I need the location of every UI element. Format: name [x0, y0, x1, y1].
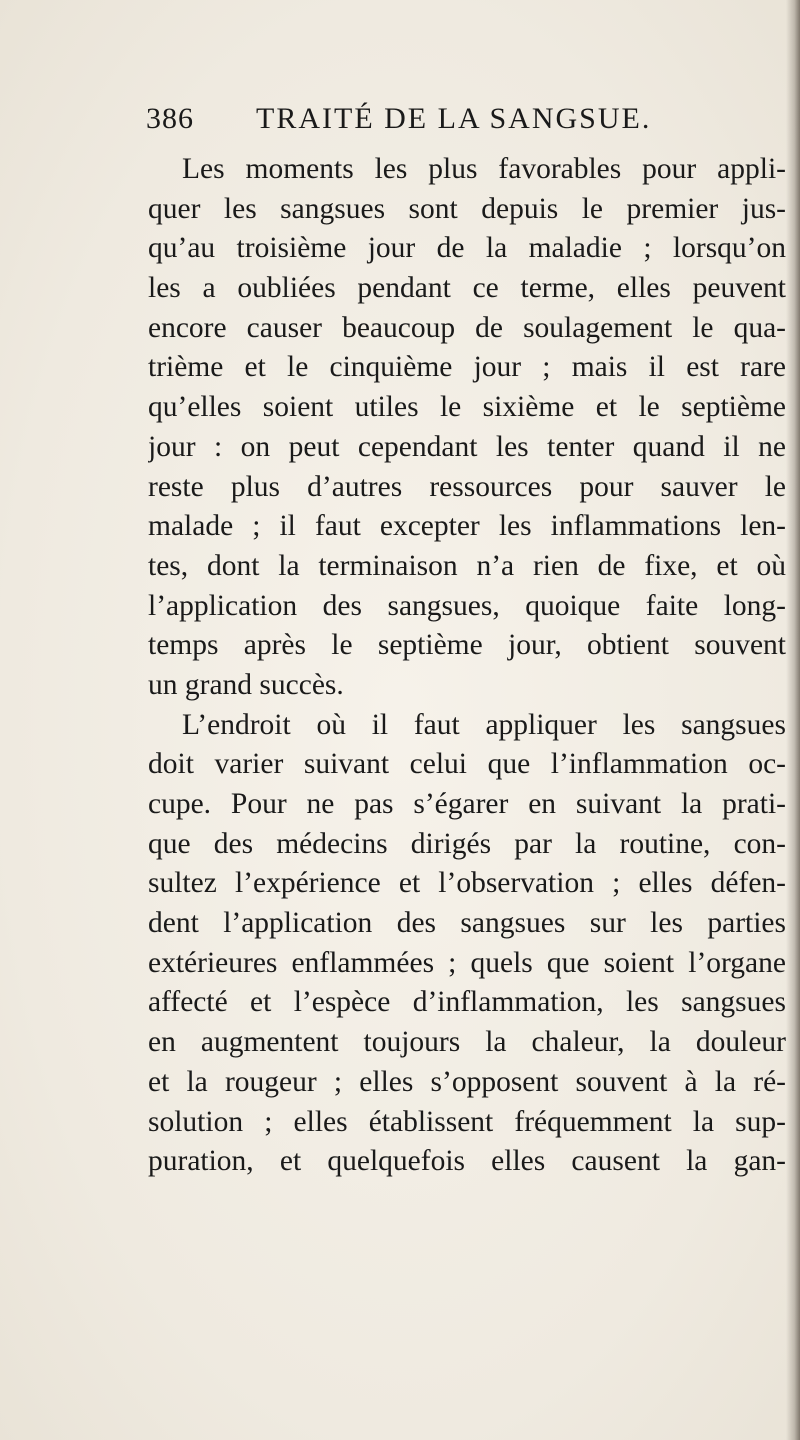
text-line: les a oubliées pendant ce terme, elles peuvent [148, 272, 786, 305]
text-line: et la rougeur ; elles s’opposent souvent à la ré- [148, 1065, 786, 1098]
text-line: l’application des sangsues, quoique faite long- [148, 589, 786, 622]
page-edge-shadow [786, 0, 800, 1440]
text-line: puration, et quelquefois elles causent la gan- [148, 1145, 786, 1178]
text-line: qu’elles soient utiles le sixième et le septième [148, 391, 786, 424]
text-line: jour : on peut cependant les tenter quand il ne [148, 430, 786, 463]
text-line: temps après le septième jour, obtient souvent [148, 629, 786, 662]
text-line: affecté et l’espèce d’inflammation, les sangsues [148, 986, 786, 1019]
text-line: solution ; elles établissent fréquemment la sup- [148, 1105, 786, 1138]
text-line: quer les sangsues sont depuis le premier jus- [148, 192, 786, 225]
text-line: dent l’application des sangsues sur les parties [148, 907, 786, 940]
running-title: TRAITÉ DE LA SANGSUE. [256, 102, 652, 135]
text-line: malade ; il faut excepter les inflammations len- [148, 510, 786, 543]
body-text [148, 150, 786, 1182]
text-line: en augmentent toujours la chaleur, la douleur [148, 1026, 786, 1059]
text-line: L’endroit où il faut appliquer les sangsues [182, 708, 786, 741]
text-line: encore causer beaucoup de soulagement le qua- [148, 311, 786, 344]
text-line: cupe. Pour ne pas s’égarer en suivant la prati- [148, 788, 786, 820]
text-line: tes, dont la terminaison n’a rien de fixe, et où [148, 549, 786, 582]
text-line: reste plus d’autres ressources pour sauver le [148, 470, 786, 503]
text-line: doit varier suivant celui que l’inflammation oc- [148, 748, 786, 781]
text-line: que des médecins dirigés par la routine, con- [148, 827, 786, 860]
text-line: un grand succès. [148, 668, 344, 701]
text-line: Les moments les plus favorables pour appli- [182, 153, 786, 185]
text-line: sultez l’expérience et l’observation ; elles défen- [148, 867, 786, 900]
text-line: extérieures enflammées ; quels que soient l’organe [148, 946, 786, 979]
page-number: 386 [146, 102, 194, 135]
text-line: trième et le cinquième jour ; mais il est rare [148, 351, 786, 384]
text-line: qu’au troisième jour de la maladie ; lorsqu’on [148, 232, 786, 265]
running-header [146, 102, 786, 142]
